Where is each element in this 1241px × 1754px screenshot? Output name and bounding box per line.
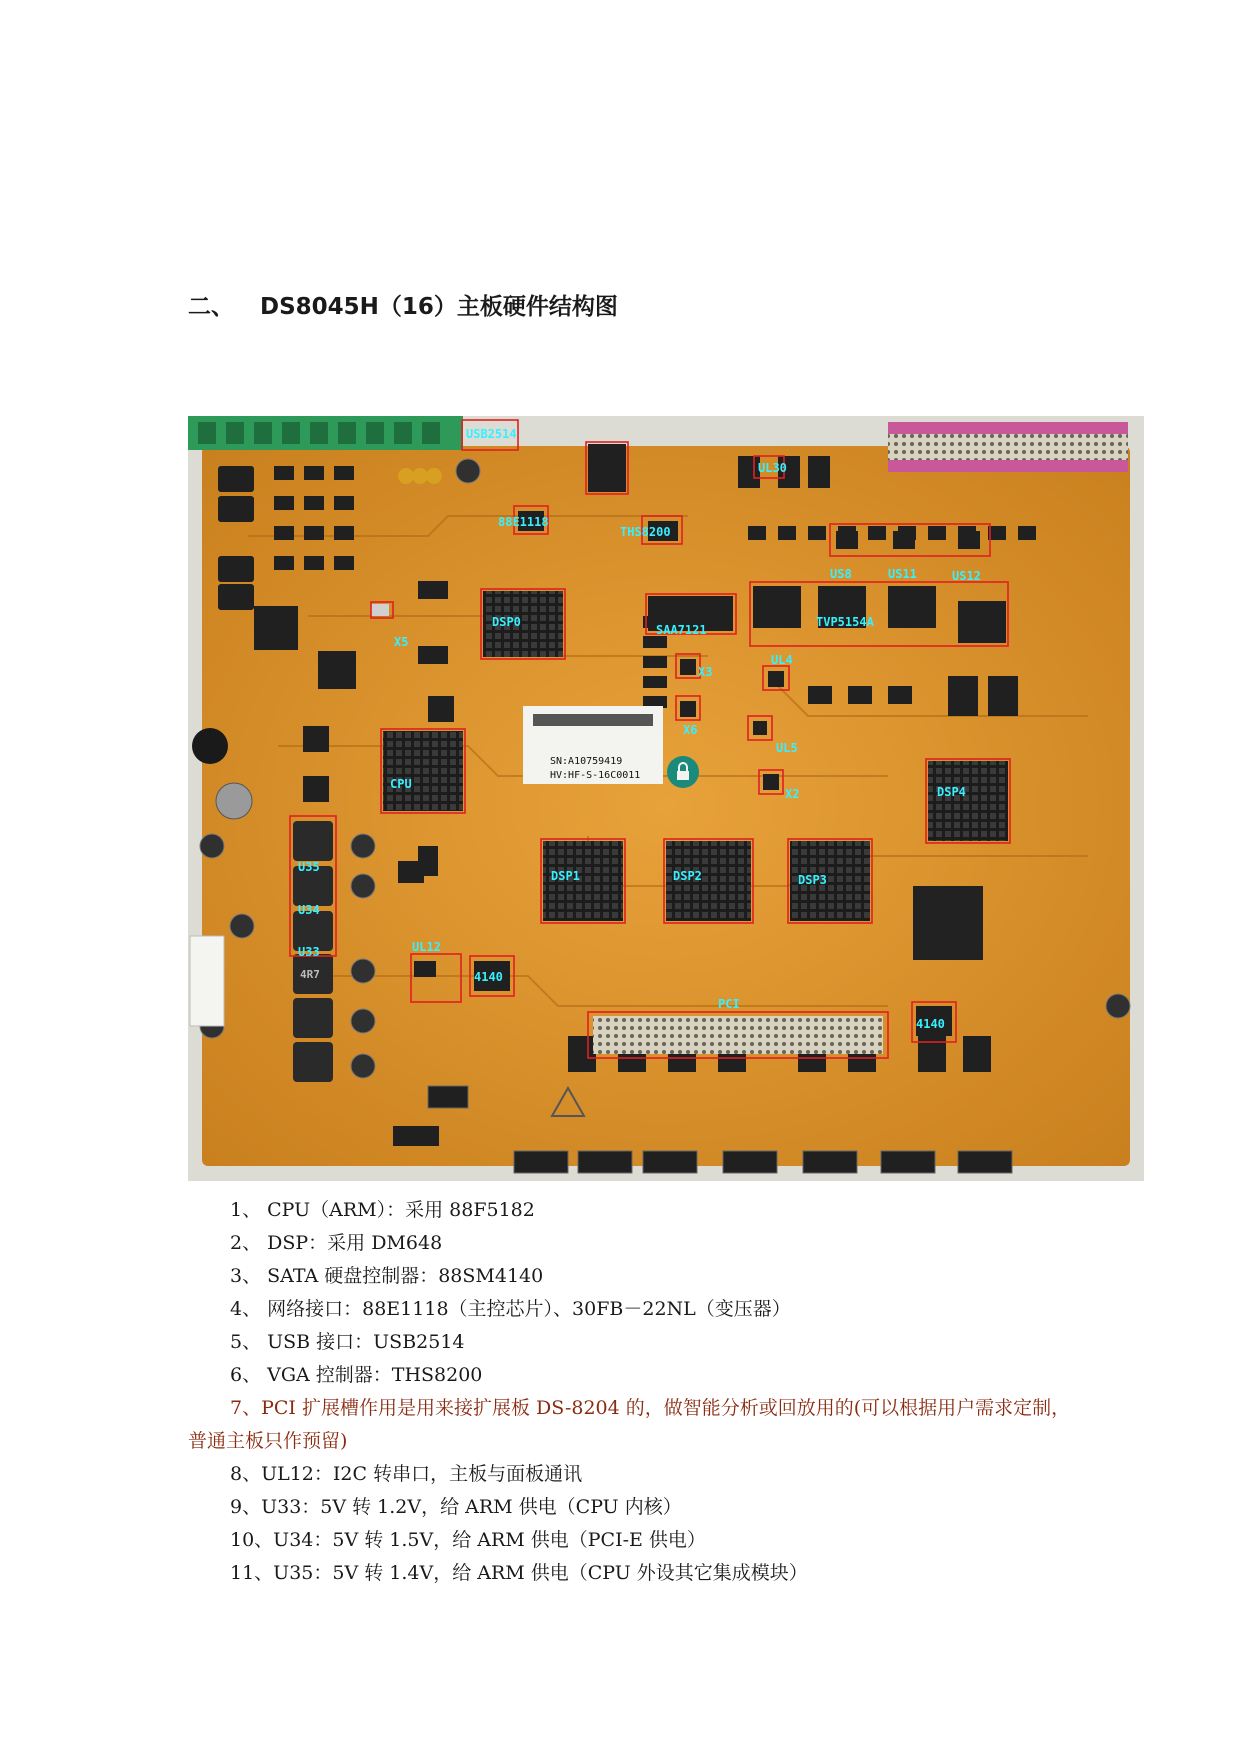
label-4140-right: 4140 <box>916 1017 945 1031</box>
label-usb2514: USB2514 <box>466 427 517 441</box>
section-heading <box>188 288 618 321</box>
label-tvp5154: TVP5154A <box>816 615 874 629</box>
list-item: 4、 网络接口：88E1118（主控芯片）、30FB－22NL（变压器） <box>230 1298 791 1320</box>
label-dsp0: DSP0 <box>492 615 521 629</box>
list-item: 11、U35：5V 转 1.4V，给 ARM 供电（CPU 外设其它集成模块） <box>230 1562 808 1584</box>
label-x6: X6 <box>683 723 698 737</box>
board-photo <box>188 416 1144 1181</box>
list-item: 6、 VGA 控制器：THS8200 <box>230 1364 483 1386</box>
label-u35: U35 <box>298 860 320 874</box>
list-item: 5、 USB 接口：USB2514 <box>230 1331 465 1353</box>
list-item-pci-note: 7、PCI 扩展槽作用是用来接扩展板 DS-8204 的，做智能分析或回放用的(可以根据用户需求定制，普通主板只作预留) <box>188 1397 1071 1452</box>
label-saa7121: SAA7121 <box>656 623 707 637</box>
label-us8: US8 <box>830 567 852 581</box>
label-dsp3: DSP3 <box>798 873 827 887</box>
label-ul4: UL4 <box>771 653 793 667</box>
label-pci: PCI <box>718 997 740 1011</box>
label-x5: X5 <box>394 635 409 649</box>
list-item: 2、 DSP：采用 DM648 <box>230 1232 443 1254</box>
list-item: 8、UL12：I2C 转串口，主板与面板通讯 <box>230 1463 583 1485</box>
label-88e1118: 88E1118 <box>498 515 549 529</box>
list-item: 9、U33：5V 转 1.2V，给 ARM 供电（CPU 内核） <box>230 1496 682 1518</box>
buzzer <box>192 728 228 764</box>
serial-number: SN:A10759419 <box>550 756 623 767</box>
label-us12: US12 <box>952 569 981 583</box>
list-item: 10、U34：5V 转 1.5V，给 ARM 供电（PCI-E 供电） <box>230 1529 706 1551</box>
label-4140-left: 4140 <box>474 970 503 984</box>
label-dsp4: DSP4 <box>937 785 966 799</box>
battery <box>216 783 252 819</box>
power-connector <box>190 936 224 1026</box>
label-x2: X2 <box>785 787 800 801</box>
label-u34: U34 <box>298 903 320 917</box>
label-dsp1: DSP1 <box>551 869 580 883</box>
list-item: 3、 SATA 硬盘控制器：88SM4140 <box>230 1265 544 1287</box>
component-list <box>188 1194 1088 1590</box>
section-title: DS8045H（16）主板硬件结构图 <box>260 294 618 320</box>
label-dsp2: DSP2 <box>673 869 702 883</box>
label-us11: US11 <box>888 567 917 581</box>
label-ul12: UL12 <box>412 940 441 954</box>
label-cpu: CPU <box>390 777 412 791</box>
label-ul5: UL5 <box>776 741 798 755</box>
hardware-version: HV:HF-S-16C0011 <box>550 770 641 781</box>
pci-slot <box>593 1016 883 1054</box>
list-item: 1、 CPU（ARM）：采用 88F5182 <box>230 1199 535 1221</box>
label-u33: U33 <box>298 945 320 959</box>
label-ths8200: THS8200 <box>620 525 671 539</box>
label-x3: X3 <box>698 665 713 679</box>
inductor-label: 4R7 <box>300 968 320 981</box>
label-ul30: UL30 <box>758 461 787 475</box>
section-number: 二、 <box>188 294 234 320</box>
